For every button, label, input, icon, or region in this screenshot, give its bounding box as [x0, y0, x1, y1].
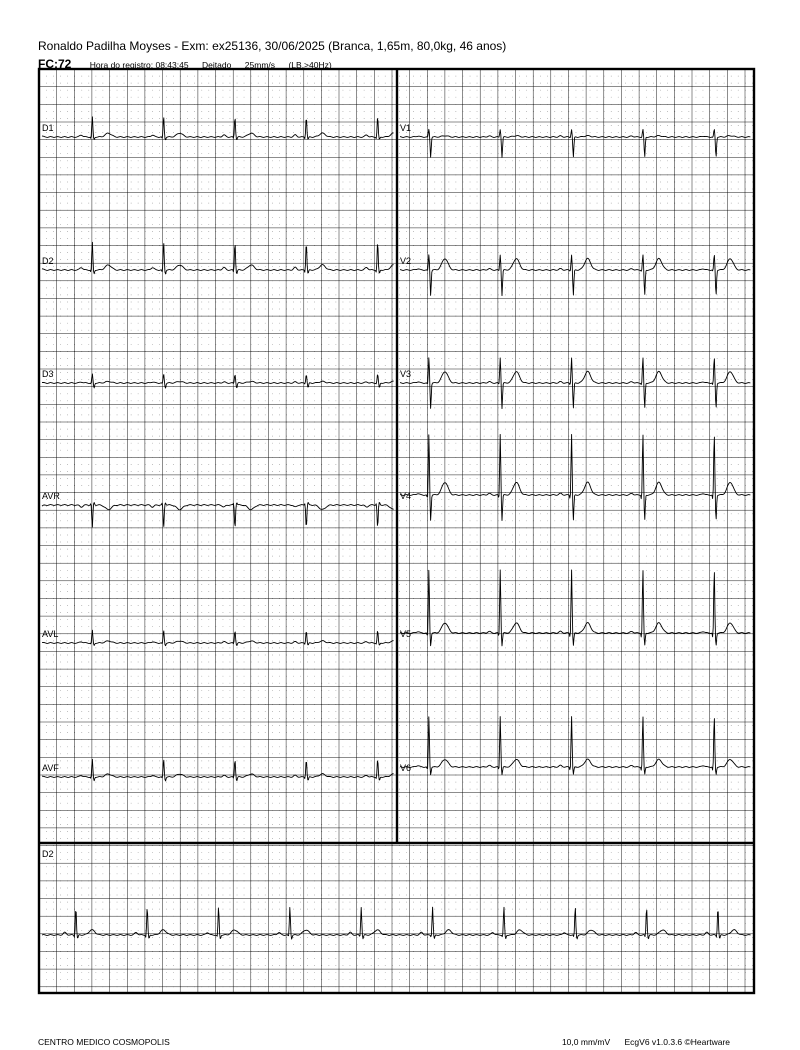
ecg-lead-labels: [42, 123, 411, 859]
trace-v1: [400, 129, 750, 157]
lead-label-v3: V3: [400, 369, 412, 379]
trace-d3: [42, 374, 394, 388]
rhythm-strip-trace: [42, 907, 751, 939]
filter-setting: (LB,>40Hz): [288, 60, 332, 70]
lead-label-avr: AVR: [42, 491, 60, 501]
heart-rate: FC:72: [38, 57, 72, 71]
trace-d2: [42, 242, 394, 274]
lead-label-v1: V1: [400, 123, 412, 133]
trace-v3: [400, 358, 750, 409]
ecg-frames: [39, 69, 754, 993]
trace-d1: [42, 117, 394, 140]
trace-v5: [400, 570, 750, 646]
record-time: Hora do registro: 08:43:45: [89, 60, 189, 70]
lead-label-v4: V4: [400, 491, 412, 501]
trace-avr: [42, 503, 394, 528]
lead-label-avf: AVF: [42, 763, 59, 773]
paper-speed: 25mm/s: [244, 60, 276, 70]
lead-label-avl: AVL: [42, 629, 59, 639]
gain-setting: 10,0 mm/mV: [561, 1037, 611, 1047]
trace-v6: [400, 717, 750, 775]
trace-avl: [42, 630, 394, 646]
patient-line: Ronaldo Padilha Moyses - Exm: ex25136, 30/06/2025 (Branca, 1,65m, 80,0kg, 46 anos): [38, 39, 507, 53]
lead-label-v6: V6: [400, 763, 412, 773]
lead-label-d1: D1: [42, 123, 54, 133]
patient-position: Deitado: [202, 60, 232, 70]
lead-label-d3: D3: [42, 369, 54, 379]
trace-v4: [400, 434, 750, 520]
lead-label-v2: V2: [400, 256, 412, 266]
lead-label-d2: D2: [42, 256, 54, 266]
clinic-name: CENTRO MEDICO COSMOPOLIS: [38, 1037, 170, 1047]
software-version: EcgV6 v1.0.3.6 ©Heartware: [624, 1037, 730, 1047]
rhythm-strip-label: D2: [42, 849, 54, 859]
trace-avf: [42, 759, 394, 781]
lead-label-v5: V5: [400, 629, 412, 639]
trace-v2: [400, 255, 750, 296]
footer-info: [550, 1037, 730, 1047]
